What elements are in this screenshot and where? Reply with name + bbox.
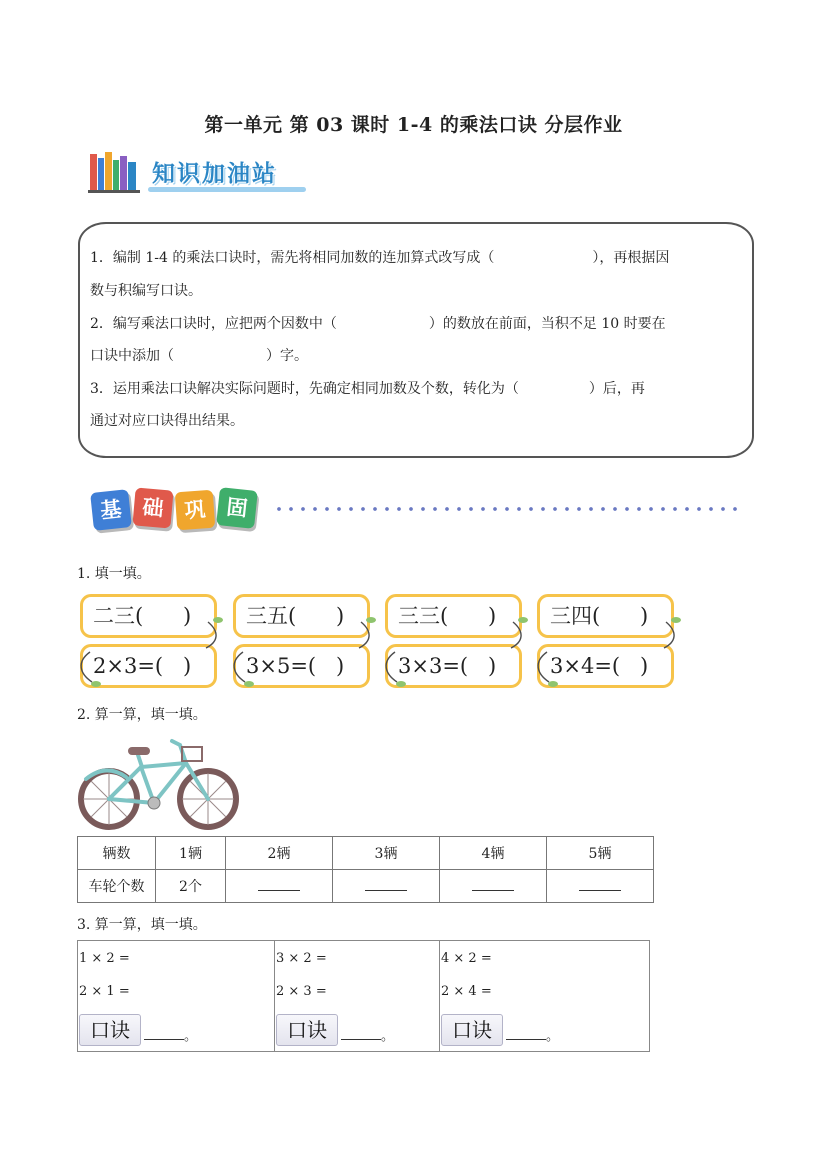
knowledge-line-2c: 口诀中添加（	[90, 348, 174, 364]
knowledge-line-1b: ），再根据因	[592, 250, 670, 266]
page-title: 第一单元 第 03 课时 1-4 的乘法口诀 分层作业	[204, 114, 623, 136]
card-top-4: 三四( )	[537, 594, 674, 638]
knowledge-box	[78, 222, 754, 458]
knowledge-line-1c: 数与积编写口诀。	[90, 283, 202, 299]
table-cell: 4辆	[440, 837, 547, 870]
table-cell: 2辆	[226, 837, 333, 870]
knowledge-line-2b: ）的数放在前面，当积不足 10 时要在	[428, 316, 666, 332]
calc-column-2: 3 × 2 = 2 × 3 = 口诀 。	[274, 941, 440, 1051]
books-icon	[88, 150, 140, 194]
bicycle-icon	[76, 733, 242, 833]
q3-label: 3. 算一算，填一填。	[77, 917, 207, 933]
koujue-label: 口诀	[276, 1014, 338, 1046]
card-bottom-4: 3×4=( )	[537, 644, 674, 688]
dotted-divider	[273, 507, 743, 511]
card-bottom-2: 3×5=( )	[233, 644, 370, 688]
answer-blank[interactable]: 。	[144, 1025, 197, 1044]
knowledge-line-2a: 2．编写乘法口诀时，应把两个因数中（	[90, 316, 337, 332]
knowledge-line-3a: 3．运用乘法口诀解决实际问题时，先确定相同加数及个数，转化为（	[90, 381, 519, 397]
calc-box	[77, 940, 650, 1052]
wheel-table	[77, 836, 654, 903]
card-bottom-3: 3×3=( )	[385, 644, 522, 688]
badge-ji: 基	[90, 489, 132, 531]
q1-label: 1. 填一填。	[77, 566, 151, 582]
answer-blank[interactable]	[333, 870, 440, 903]
card-top-3: 三三( )	[385, 594, 522, 638]
table-cell: 3辆	[333, 837, 440, 870]
knowledge-banner: 知识加油站	[152, 161, 277, 187]
badge-chu: 础	[132, 487, 173, 528]
knowledge-line-3b: ）后，再	[588, 381, 645, 397]
table-head-wheels: 车轮个数	[78, 870, 156, 903]
table-cell: 5辆	[547, 837, 654, 870]
table-head-vehicles: 辆数	[78, 837, 156, 870]
basic-banner	[88, 487, 268, 533]
calc-column-3: 4 × 2 = 2 × 4 = 口诀 。	[439, 941, 648, 1051]
card-bottom-1: 2×3=( )	[80, 644, 217, 688]
answer-blank[interactable]	[440, 870, 547, 903]
vine-icon	[70, 612, 690, 692]
badge-gong: 巩	[175, 490, 216, 531]
q2-label: 2. 算一算，填一填。	[77, 707, 207, 723]
calc-column-1: 1 × 2 = 2 × 1 = 口诀 。	[79, 951, 198, 1044]
answer-blank[interactable]	[547, 870, 654, 903]
knowledge-line-1a: 1．编制 1-4 的乘法口诀时，需先将相同加数的连加算式改写成（	[90, 250, 495, 266]
table-cell: 2个	[156, 870, 226, 903]
answer-blank[interactable]: 。	[506, 1025, 559, 1044]
table-cell: 1辆	[156, 837, 226, 870]
knowledge-line-3c: 通过对应口诀得出结果。	[90, 413, 244, 429]
card-top-1: 二三( )	[80, 594, 217, 638]
answer-blank[interactable]	[226, 870, 333, 903]
answer-blank[interactable]: 。	[341, 1025, 394, 1044]
knowledge-line-2d: ）字。	[266, 348, 308, 364]
card-top-2: 三五( )	[233, 594, 370, 638]
badge-gu: 固	[216, 487, 258, 529]
koujue-label: 口诀	[79, 1014, 141, 1046]
koujue-label: 口诀	[441, 1014, 503, 1046]
banner-underline	[148, 187, 306, 192]
